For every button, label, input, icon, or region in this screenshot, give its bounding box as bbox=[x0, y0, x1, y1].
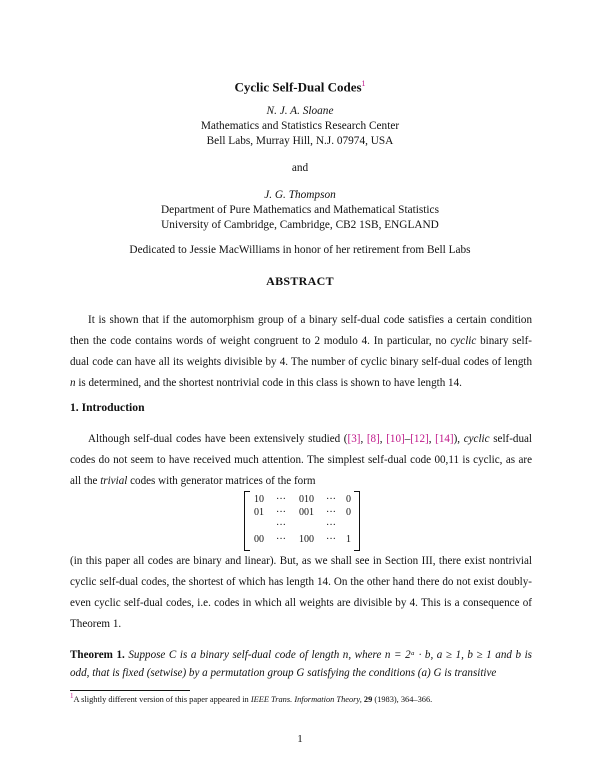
matrix-row: 01 ··· 001 ··· 0 bbox=[254, 507, 351, 518]
author-connector: and bbox=[291, 162, 309, 174]
abstract-heading: ABSTRACT bbox=[266, 274, 334, 288]
footnote: $^1$A slightly different version of this paper appeared in IEEE Trans. Information Theory, 29 (1983), 364–366. bbox=[70, 692, 433, 704]
matrix-right-bracket bbox=[354, 491, 360, 551]
intro-paragraph-2: (in this paper all codes are binary and linear). But, as we shall see in Section III, there exist nontrivial cyclic self-dual codes, the shortest of which has length 14. On the other hand there do not exist doubly-even cyclic self-dual codes, i.e. codes in which all weights are divisible by 4. This is a consequence of Theorem 1. bbox=[70, 555, 532, 630]
author-affiliation: University of Cambridge, Cambridge, CB2 1SB, ENGLAND bbox=[161, 219, 439, 231]
theorem-statement: Theorem 1. Suppose C is a binary self-dual code of length n, where n = 2ᵃ · b, a ≥ 1, b ≥ 1 and b is odd, that is fixed (setwise) by a permutation group G satisfying the conditions (a) G is transitive bbox=[70, 649, 532, 679]
citation-link[interactable]: [10] bbox=[386, 433, 405, 445]
citation-link[interactable]: [14] bbox=[435, 433, 454, 445]
citation-link[interactable]: [8] bbox=[366, 433, 380, 445]
matrix-row: 00 ··· 100 ··· 1 bbox=[254, 534, 351, 545]
section-heading: 1. Introduction bbox=[70, 401, 145, 414]
footnote-rule bbox=[70, 690, 190, 691]
abstract-text: It is shown that if the automorphism group of a binary self-dual code satisfies a certain condition then the code contains words of weight congruent to 2 modulo 4. In particular, no cyclic binary self-dual code can have all its weights divisible by 4. The number of cyclic binary self-dual codes of length n is determined, and the shortest nontrivial code in this class is shown to have length 14. bbox=[70, 314, 532, 389]
author-affiliation: Mathematics and Statistics Research Center bbox=[200, 120, 400, 132]
citation-link[interactable]: [3] bbox=[347, 433, 361, 445]
matrix-row: ··· ··· bbox=[276, 520, 336, 531]
generator-matrix bbox=[244, 491, 360, 549]
paper-title: Cyclic Self-Dual Codes$^1$ bbox=[234, 79, 366, 95]
citation-link[interactable]: [12] bbox=[410, 433, 429, 445]
author-affiliation: Bell Labs, Murray Hill, N.J. 07974, USA bbox=[206, 135, 394, 147]
intro-paragraph: Although self-dual codes have been extensively studied ([3], [8], [10]–[12], [14]), cyclic self-dual codes do not seem to have received much attention. The simplest self-dual code 00,11 is cyclic, as are all the trivial codes with generator matrices of the form bbox=[70, 433, 533, 487]
page-number: 1 bbox=[297, 733, 303, 745]
matrix-left-bracket bbox=[244, 491, 250, 551]
author-name: N. J. A. Sloane bbox=[266, 105, 334, 117]
dedication: Dedicated to Jessie MacWilliams in honor of her retirement from Bell Labs bbox=[129, 244, 471, 256]
author-affiliation: Department of Pure Mathematics and Mathematical Statistics bbox=[161, 204, 439, 216]
theorem-label: Theorem 1. bbox=[70, 649, 125, 661]
footnote-marker[interactable]: 1 bbox=[361, 79, 366, 88]
matrix-row: 10 ··· 010 ··· 0 bbox=[254, 494, 351, 505]
author-name: J. G. Thompson bbox=[264, 189, 336, 201]
